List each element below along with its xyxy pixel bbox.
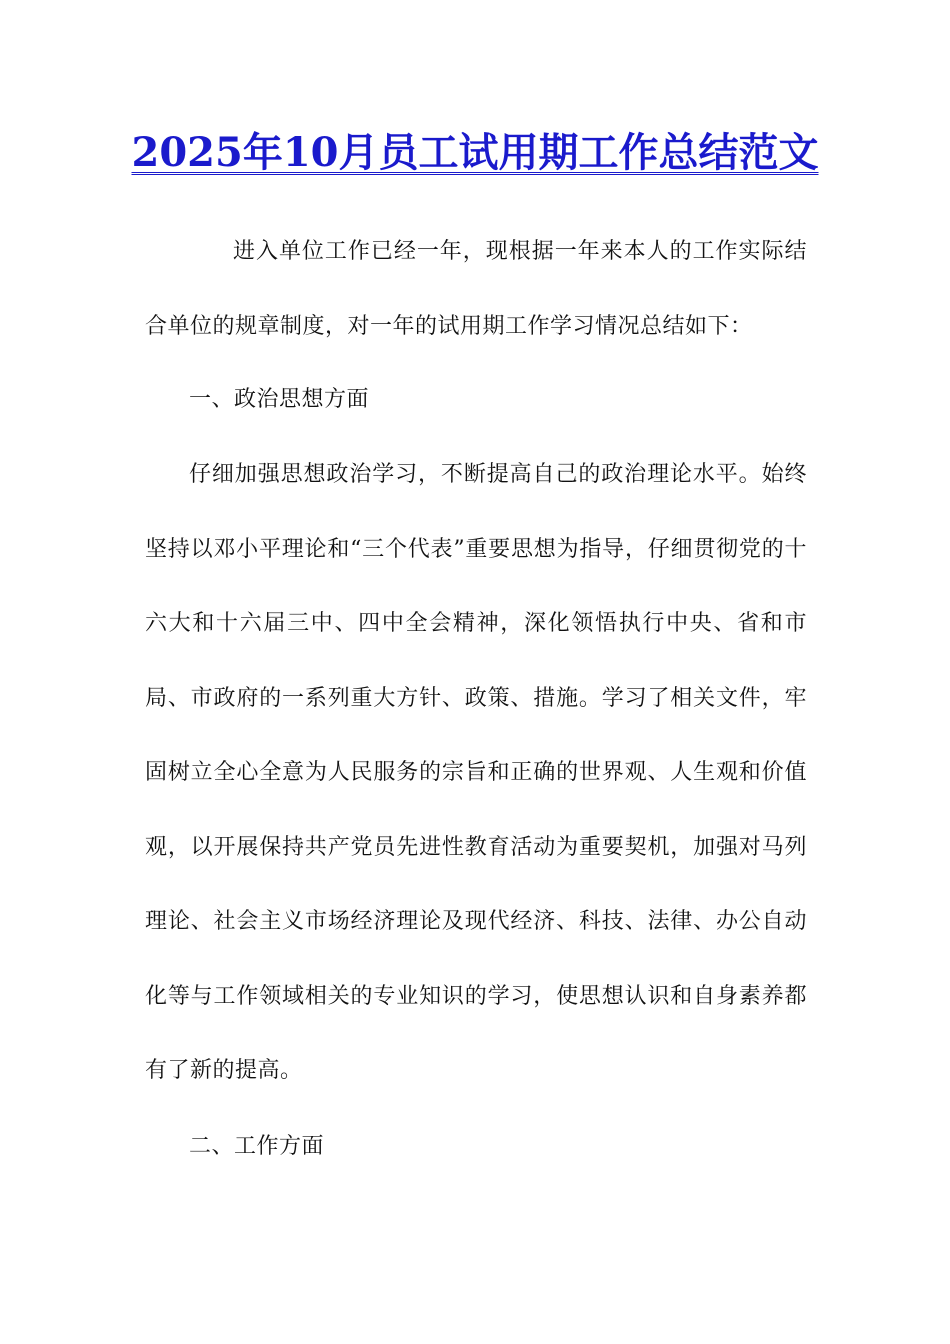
section-body-politics: 仔细加强思想政治学习，不断提高自己的政治理论水平。始终坚持以邓小平理论和“三个代表”重要思想为指导，仔细贯彻党的十六大和十六届三中、四中全会精神，深化领悟执行中央、省和市局、市政府的一系列重大方针、政策、措施。学习了相关文件，牢固树立全心全意为人民服务的宗旨和正确的世界观、人生观和价值观，以开展保持共产党员先进性教育活动为重要契机，加强对马列理论、社会主义市场经济理论及现代经济、科技、法律、办公自动化等与工作领域相关的专业知识的学习，使思想认识和自身素养都有了新的提高。 bbox=[145, 462, 807, 1083]
section-heading-politics: 一、政治思想方面 bbox=[189, 387, 370, 412]
intro-paragraph: 进入单位工作已经一年，现根据一年来本人的工作实际结合单位的规章制度，对一年的试用期工作学习情况总结如下： bbox=[145, 239, 807, 339]
document-title[interactable]: 2025年10月员工试用期工作总结范文 bbox=[131, 129, 819, 176]
section-heading-work: 二、工作方面 bbox=[189, 1134, 325, 1159]
